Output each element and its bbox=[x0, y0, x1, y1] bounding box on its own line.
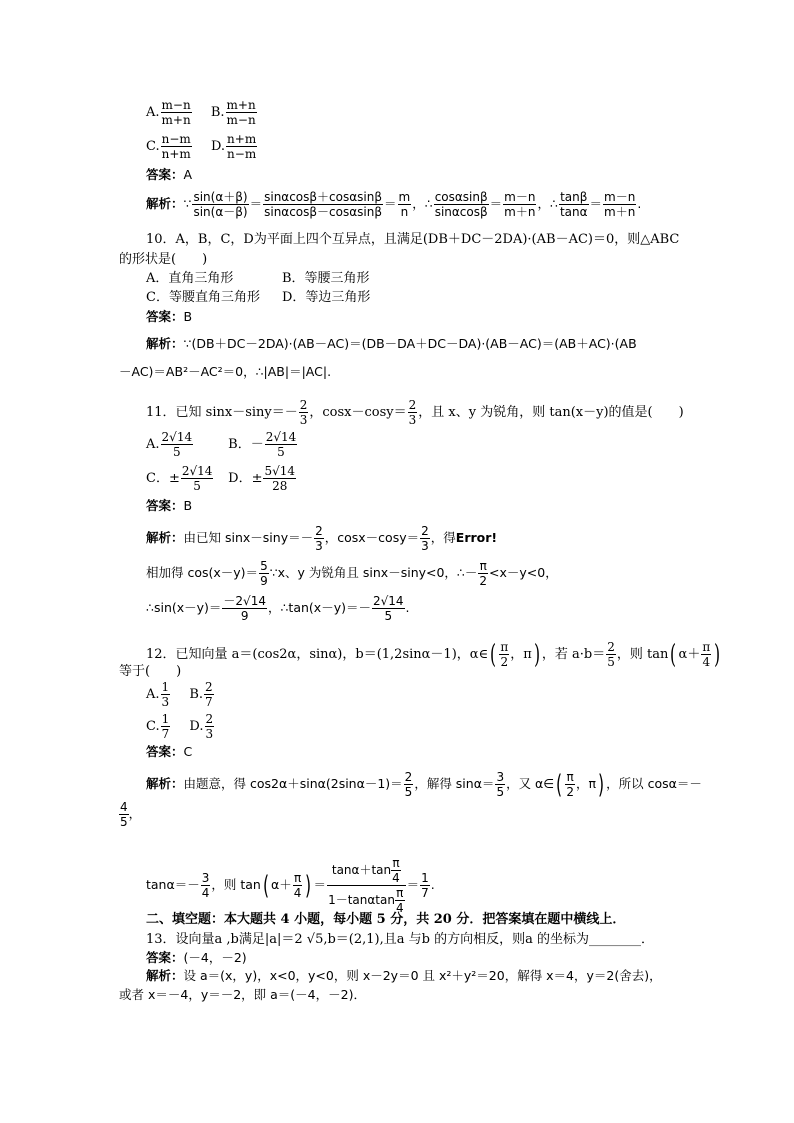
section-heading-fill-in: 二、填空题：本大题共 4 小题，每小题 5 分，共 20 分．把答案填在题中横线上． bbox=[146, 912, 626, 927]
q11-option-a: A. $\frac{2√14}{5}$ bbox=[146, 430, 193, 459]
q13-answer: 答案：(－4，－2) bbox=[146, 950, 247, 965]
q11-stem: 11．已知 sinx－siny＝－ $\frac{2}{3}$ ，cosx－cosy＝ $\frac{2}{3}$ ，且 x、y 为锐角，则 tan(x－y)的值是( ) bbox=[146, 398, 684, 427]
q9-option-d: D. $\frac{n+m}{n-m}$ bbox=[210, 132, 257, 161]
q12-option-b: B. $\frac{2}{7}$ bbox=[189, 680, 213, 709]
q13-stem: 13．设向量a ,b满足|a|＝2 √5,b＝(2,1),且a 与b 的方向相反，则a 的坐标为________． bbox=[146, 932, 654, 947]
q11-solution-line1: 解析：由已知 sinx－siny＝－ $\frac{2}{3}$ ，cosx－cosy＝ $\frac{2}{3}$ ，得Error! bbox=[146, 524, 498, 553]
q9-solution: 解析：∵ $\frac{\sin(\alpha+\beta)}{\sin(\alpha-\beta)}$ ＝ $\frac{\sin\alpha\cos\beta+\cos\alpha\sin\beta}{\sin\alpha\cos\beta-\cos\alpha\sin\beta}$ ＝ $\frac{m}{n}$ ，∴ $\frac{\cos\alpha\sin\beta}{\sin\alpha\cos\beta}$ ＝ $\frac{m-n}{m+n}$ ，∴ $\frac{\tan\beta}{\tan\alpha}$ ＝ $\frac{m-n}{m+n}$ . bbox=[146, 190, 642, 219]
q10-options-row2 bbox=[146, 290, 370, 306]
q12-answer: 答案：C bbox=[146, 744, 193, 759]
q9-answer: 答案：A bbox=[146, 167, 193, 182]
q12-stem: 12．已知向量 a＝(cos2α，sinα)，b＝(1,2sinα－1)，α∈( $\frac{\pi}{2}$ ，π) ，若 a·b＝ $\frac{2}{5}$ ，则 tan( α＋ $\frac{\pi}{4}$ ) bbox=[146, 639, 721, 670]
q10-option-c: C．等腰直角三角形 bbox=[146, 290, 260, 305]
q9-option-b: B. $\frac{m+n}{m-n}$ bbox=[210, 98, 256, 127]
q10-option-d: D．等边三角形 bbox=[282, 290, 371, 305]
q10-stem-line2: 的形状是( ) bbox=[119, 252, 208, 267]
q10-solution-line2: －AC)＝AB²－AC²＝0，∴|AB|＝|AC|. bbox=[119, 364, 332, 379]
q12-option-a: A. $\frac{1}{3}$ bbox=[146, 680, 170, 709]
q12-solution-line2: $\frac{4}{5}$ ， bbox=[120, 800, 142, 829]
q9-option-a: A. $\frac{m-n}{m+n}$ bbox=[146, 98, 191, 127]
q12-option-c: C. $\frac{1}{7}$ bbox=[146, 712, 170, 741]
q12-big-fraction: tanα＋tan $\frac{\pi}{4}$ 1－tanαtan $\frac{\pi}{4}$ bbox=[328, 856, 404, 915]
q11-option-d: D．± $\frac{5√14}{28}$ bbox=[228, 464, 296, 493]
q11-solution-line2: 相加得 cos(x－y)＝ $\frac{5}{9}$ ∵x、y 为锐角且 sinx－siny<0，∴－ $\frac{\pi}{2}$ <x－y<0， bbox=[146, 559, 558, 588]
q11-option-c: C．± $\frac{2√14}{5}$ bbox=[146, 464, 213, 493]
q11-solution-line3: ∴sin(x－y)＝ $\frac{-2√14}{9}$ ，∴tan(x－y)＝－ $\frac{2√14}{5}$ . bbox=[146, 594, 410, 623]
q12-options-row1 bbox=[146, 680, 229, 709]
q10-option-a: A．直角三角形 bbox=[146, 271, 234, 286]
q10-stem-line1: 10．A，B，C，D为平面上四个互异点，且满足(DB＋DC－2DA)·(AB－AC)＝0，则△ABC bbox=[146, 232, 680, 247]
q10-answer: 答案：B bbox=[146, 309, 193, 324]
q10-options-row1 bbox=[146, 271, 370, 287]
q12-solution-line1: 解析：由题意，得 cos2α＋sinα(2sinα－1)＝ $\frac{2}{5}$ ，解得 sinα＝ $\frac{3}{5}$ ，又 α∈( $\frac{\pi}{2}$ ，π) ，所以 cosα＝－ bbox=[146, 769, 702, 800]
q10-option-b: B．等腰三角形 bbox=[282, 271, 370, 286]
q11-options-row2 bbox=[146, 464, 311, 493]
q11-option-b: B．－ $\frac{2√14}{5}$ bbox=[228, 430, 297, 459]
q12-solution-line3: tanα＝－ $\frac{3}{4}$ ，则 tan( α＋ $\frac{\pi}{4}$ ) ＝ tanα＋tan $\frac{\pi}{4}$ 1－tanαtan $\frac{\pi}{4}$ ＝ $\frac{1}{7}$ . bbox=[146, 856, 435, 915]
q13-solution-line1: 解析：设 a＝(x，y)，x<0，y<0，则 x－2y＝0 且 x²＋y²＝20，解得 x＝4，y＝2(舍去)， bbox=[146, 968, 662, 983]
q9-option-c: C. $\frac{n-m}{n+m}$ bbox=[146, 132, 191, 161]
q12-stem-line2: 等于( ) bbox=[119, 664, 182, 679]
q12-option-d: D. $\frac{2}{3}$ bbox=[189, 712, 214, 741]
q13-solution-line2: 或者 x＝－4，y＝－2，即 a＝(－4，－2)． bbox=[119, 987, 366, 1002]
q12-options-row2 bbox=[146, 712, 229, 741]
q9-options-row1 bbox=[146, 98, 272, 127]
q11-answer: 答案：B bbox=[146, 498, 193, 513]
q10-solution-line1: 解析：∵(DB＋DC－2DA)·(AB－AC)＝(DB－DA＋DC－DA)·(AB－AC)＝(AB＋AC)·(AB bbox=[146, 336, 637, 351]
q11-options-row1 bbox=[146, 430, 312, 459]
q9-options-row2 bbox=[146, 132, 272, 161]
